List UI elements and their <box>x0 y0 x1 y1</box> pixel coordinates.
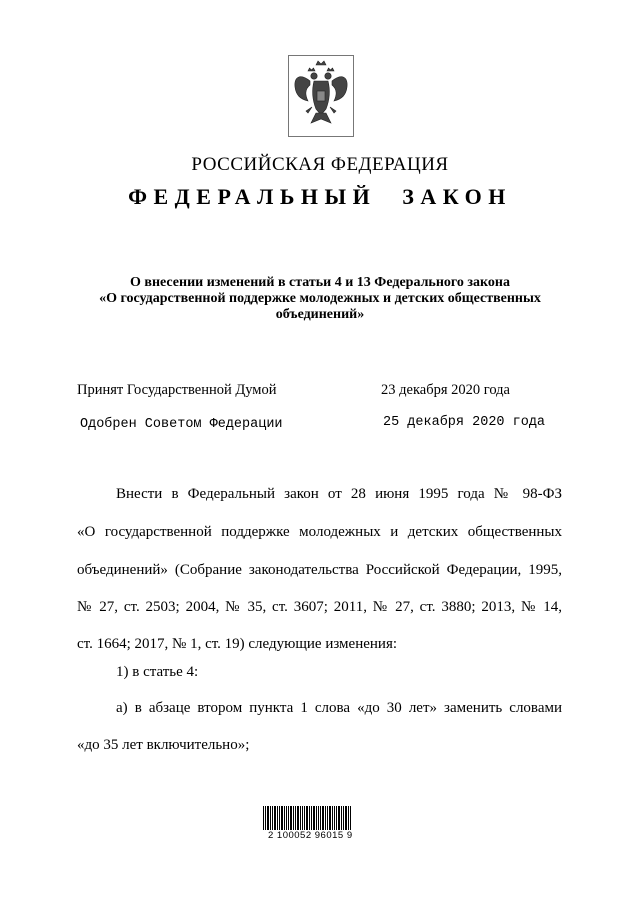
law-type-heading: ФЕДЕРАЛЬНЫЙ ЗАКОН <box>128 184 512 209</box>
duma-label: Принят Государственной Думой <box>77 382 277 398</box>
body-line: ст. 1664; 2017, № 1, ст. 19) следующие изменения: <box>77 636 398 652</box>
law-title-line: объединений» <box>275 307 365 322</box>
body-line: «О государственной поддержке молодежных и детских общественных <box>77 524 562 540</box>
body-line: № 27, ст. 2503; 2004, № 35, ст. 3607; 2011, № 27, ст. 3880; 2013, № 14, <box>77 599 562 615</box>
body-line: а) в абзаце втором пункта 1 слова «до 30 лет» заменить словами <box>116 700 562 716</box>
body-line: Внести в Федеральный закон от 28 июня 1995 года № 98-ФЗ <box>116 486 562 502</box>
law-title <box>60 275 580 323</box>
body-line: объединений» (Собрание законодательства Российской Федерации, 1995, <box>77 562 562 578</box>
duma-date: 23 декабря 2020 года <box>381 382 510 398</box>
council-date: 25 декабря 2020 года <box>383 415 546 430</box>
council-label: Одобрен Советом Федерации <box>80 417 283 432</box>
law-title-line: «О государственной поддержке молодежных и детских общественных <box>99 291 541 306</box>
coat-of-arms-icon <box>288 55 354 137</box>
barcode-number: 2 100052 96015 9 <box>268 830 353 841</box>
body-line: «до 35 лет включительно»; <box>77 737 250 753</box>
country-heading: РОССИЙСКАЯ ФЕДЕРАЦИЯ <box>191 154 449 175</box>
barcode-icon <box>263 806 351 830</box>
law-title-line: О внесении изменений в статьи 4 и 13 Федерального закона <box>130 275 510 290</box>
body-line: 1) в статье 4: <box>116 664 199 680</box>
